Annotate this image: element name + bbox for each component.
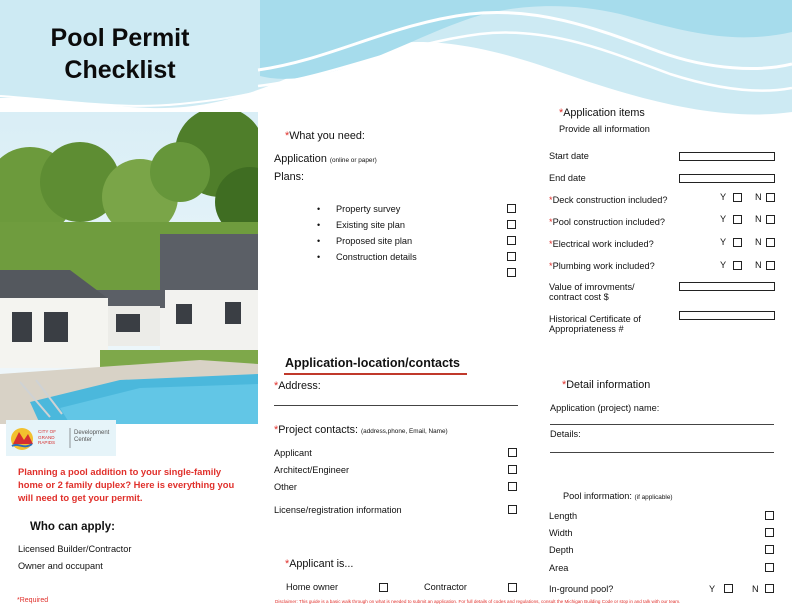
pool-yes-checkbox[interactable] <box>733 215 742 224</box>
yes-label: Y <box>720 237 727 247</box>
pool-item: Length <box>549 511 578 521</box>
plan-checkbox[interactable] <box>507 236 516 245</box>
deck-no-checkbox[interactable] <box>766 193 775 202</box>
pool-info-label: Pool information: (if applicable) <box>563 491 673 501</box>
contractor-checkbox[interactable] <box>508 583 517 592</box>
contact-checkbox[interactable] <box>508 482 517 491</box>
contact-item: Applicant <box>274 448 312 458</box>
address-field[interactable] <box>274 405 518 406</box>
details-field[interactable] <box>550 452 774 453</box>
end-date-label: End date <box>549 173 586 183</box>
length-checkbox[interactable] <box>765 511 774 520</box>
no-label: N <box>755 192 762 202</box>
city-logo <box>6 420 116 461</box>
start-date-label: Start date <box>549 151 589 161</box>
pool-item: Width <box>549 528 573 538</box>
license-checkbox[interactable] <box>508 505 517 514</box>
required-note: *Required <box>17 597 49 604</box>
area-checkbox[interactable] <box>765 563 774 572</box>
disclaimer: Disclaimer: This guide is a basic walk through on what is needed to submit an application. For full details of codes and regulations, consult the Michigan Building Code or stop in and talk with our team. <box>275 599 681 604</box>
pool-no-checkbox[interactable] <box>766 215 775 224</box>
who-item: Licensed Builder/Contractor <box>18 544 132 554</box>
plan-checkbox[interactable] <box>507 268 516 277</box>
page-title: Pool Permit Checklist <box>50 24 190 84</box>
bullet: • <box>317 236 321 246</box>
project-name-field[interactable] <box>550 424 774 425</box>
applicant-option: Home owner <box>286 582 339 592</box>
who-item: Owner and occupant <box>18 561 103 571</box>
yes-label: Y <box>720 214 727 224</box>
home-owner-checkbox[interactable] <box>379 583 388 592</box>
historic-label: Historical Certificate of Appropriateness # <box>549 314 641 334</box>
pool-item: Depth <box>549 545 574 555</box>
no-label: N <box>755 214 762 224</box>
plumbing-no-checkbox[interactable] <box>766 261 775 270</box>
application-items-heading: *Application items <box>559 107 645 119</box>
plan-item: Proposed site plan <box>336 236 413 246</box>
applicant-is-heading: *Applicant is... <box>285 558 354 570</box>
plumbing-yes-checkbox[interactable] <box>733 261 742 270</box>
applicant-option: Contractor <box>424 582 467 592</box>
contact-checkbox[interactable] <box>508 448 517 457</box>
no-label: N <box>755 260 762 270</box>
plan-checkbox[interactable] <box>507 220 516 229</box>
end-date-field[interactable] <box>679 174 775 183</box>
plan-item: Existing site plan <box>336 220 405 230</box>
intro-text: Planning a pool addition to your single-family home or 2 family duplex? Here is everything you will need to get your permit. <box>18 466 235 503</box>
electrical-yes-checkbox[interactable] <box>733 238 742 247</box>
plan-checkbox[interactable] <box>507 204 516 213</box>
bullet: • <box>317 220 321 230</box>
yn-question: *Pool construction included? <box>549 217 665 227</box>
pool-item: Area <box>549 563 569 573</box>
heading-underline <box>284 373 467 375</box>
logo-center-name: Development Center <box>74 430 110 443</box>
license-label: License/registration information <box>274 505 402 515</box>
start-date-field[interactable] <box>679 152 775 161</box>
contact-item: Other <box>274 482 297 492</box>
project-name-label: Application (project) name: <box>550 403 660 413</box>
application-label: Application (online or paper) <box>274 153 377 165</box>
yes-label: Y <box>720 192 727 202</box>
deck-yes-checkbox[interactable] <box>733 193 742 202</box>
who-can-apply-heading: Who can apply: <box>30 521 115 533</box>
value-field[interactable] <box>679 282 775 291</box>
logo-city-name: CITY OF GRAND RAPIDS <box>38 429 57 445</box>
plan-item: Property survey <box>336 204 401 214</box>
no-label: N <box>752 584 759 594</box>
application-items-subheading: Provide all information <box>559 124 650 134</box>
location-contacts-heading: Application-location/contacts <box>285 356 461 370</box>
no-label: N <box>755 237 762 247</box>
house-pool-photo <box>0 112 258 424</box>
what-you-need-heading: *What you need: <box>285 130 365 142</box>
yn-question: *Plumbing work included? <box>549 261 655 271</box>
yes-label: Y <box>720 260 727 270</box>
address-label: *Address: <box>274 380 321 392</box>
contact-item: Architect/Engineer <box>274 465 350 475</box>
inground-label: In-ground pool? <box>549 584 614 594</box>
plan-item: Construction details <box>336 252 417 262</box>
yn-question: *Deck construction included? <box>549 195 668 205</box>
width-checkbox[interactable] <box>765 528 774 537</box>
plan-checkbox[interactable] <box>507 252 516 261</box>
yes-label: Y <box>709 584 716 594</box>
depth-checkbox[interactable] <box>765 545 774 554</box>
inground-no-checkbox[interactable] <box>765 584 774 593</box>
value-label: Value of imrovments/ contract cost $ <box>549 282 635 302</box>
details-label: Details: <box>550 429 581 439</box>
project-contacts-label: *Project contacts: (address,phone, Email, Name) <box>274 424 448 436</box>
inground-yes-checkbox[interactable] <box>724 584 733 593</box>
detail-info-heading: *Detail information <box>562 379 651 391</box>
bullet: • <box>317 252 321 262</box>
yn-question: *Electrical work included? <box>549 239 654 249</box>
plans-label: Plans: <box>274 171 305 183</box>
historic-field[interactable] <box>679 311 775 320</box>
bullet: • <box>317 204 321 214</box>
contact-checkbox[interactable] <box>508 465 517 474</box>
electrical-no-checkbox[interactable] <box>766 238 775 247</box>
